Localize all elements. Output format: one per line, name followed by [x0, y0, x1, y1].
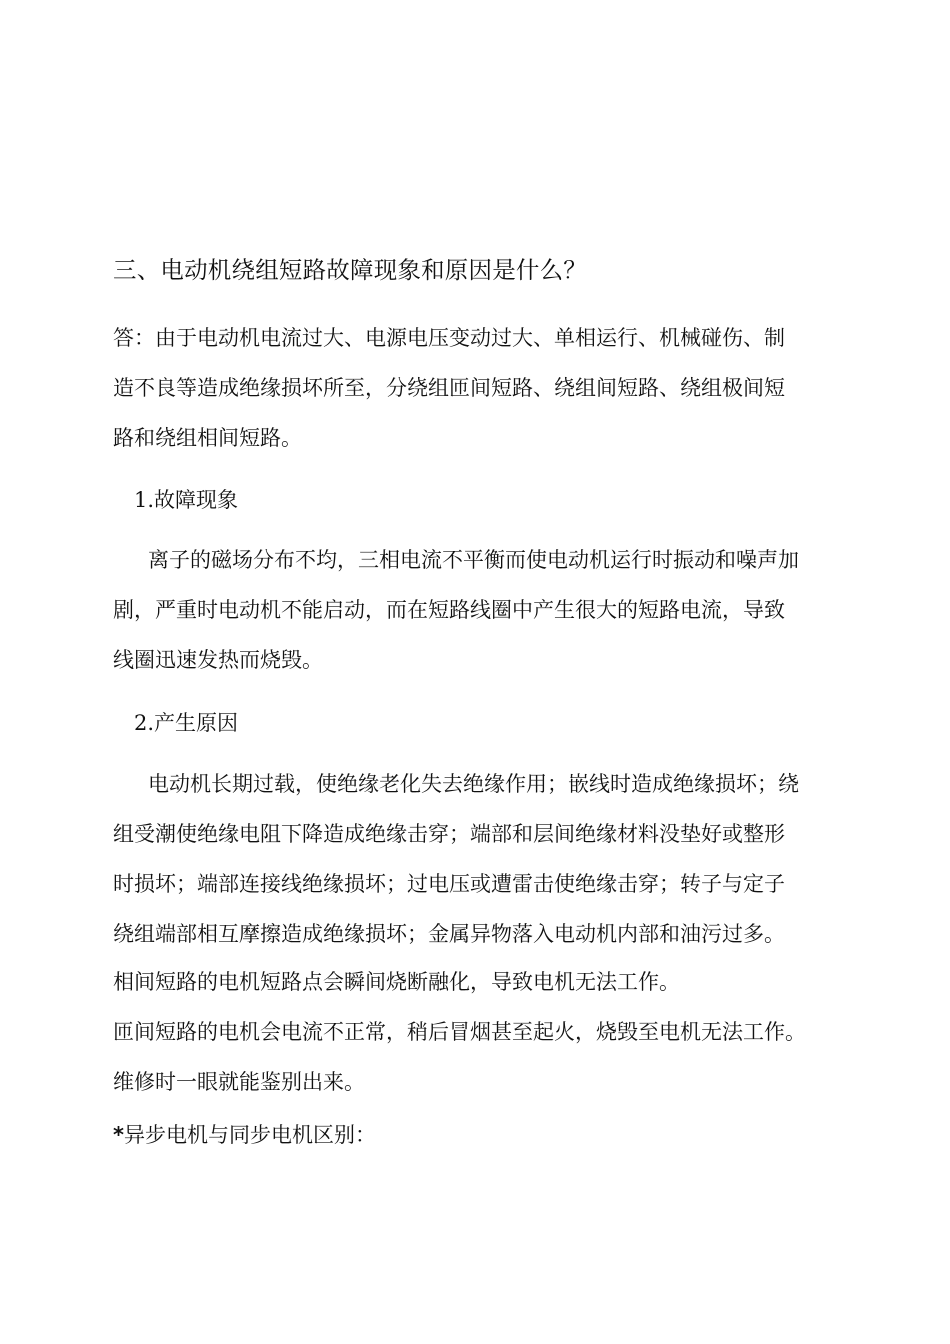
section2-paragraph	[113, 767, 843, 951]
section2-title: 2.产生原因	[134, 711, 239, 735]
footer-note	[113, 1118, 843, 1152]
section2-line: 组受潮使绝缘电阻下降造成绝缘击穿；端部和层间绝缘材料没垫好或整形	[113, 822, 785, 846]
section1-paragraph	[113, 543, 843, 677]
asterisk-marker: *	[113, 1123, 124, 1147]
section2-line: 电动机长期过载，使绝缘老化失去绝缘作用；嵌线时造成绝缘损坏；绕	[148, 772, 799, 796]
section1-line: 剧，严重时电动机不能启动，而在短路线圈中产生很大的短路电流，导致	[113, 598, 785, 622]
section1-line: 离子的磁场分布不均，三相电流不平衡而使电动机运行时振动和噪声加	[148, 548, 799, 572]
extra-line: 相间短路的电机短路点会瞬间烧断融化，导致电机无法工作。	[113, 970, 680, 994]
answer-paragraph	[113, 321, 843, 455]
answer-line: 答：由于电动机电流过大、电源电压变动过大、单相运行、机械碰伤、制	[113, 326, 785, 350]
section1-title: 1.故障现象	[134, 488, 239, 512]
answer-line: 路和绕组相间短路。	[113, 426, 302, 450]
extra-line: 匝间短路的电机会电流不正常，稍后冒烟甚至起火，烧毁至电机无法工作。	[113, 1020, 806, 1044]
footer-line	[113, 1118, 843, 1152]
extra-line: 维修时一眼就能鉴别出来。	[113, 1070, 365, 1094]
section1-line: 线圈迅速发热而烧毁。	[113, 648, 323, 672]
section2-line: 时损坏；端部连接线绝缘损坏；过电压或遭雷击使绝缘击穿；转子与定子	[113, 872, 785, 896]
extra-notes	[113, 965, 843, 1099]
section2-line: 绕组端部相互摩擦造成绝缘损坏；金属异物落入电动机内部和油污过多。	[113, 922, 785, 946]
question-heading: 三、电动机绕组短路故障现象和原因是什么？	[113, 256, 587, 284]
footer-text: 异步电机与同步电机区别：	[123, 1123, 376, 1147]
answer-line: 造不良等造成绝缘损坏所至，分绕组匝间短路、绕组间短路、绕组极间短	[113, 376, 785, 400]
